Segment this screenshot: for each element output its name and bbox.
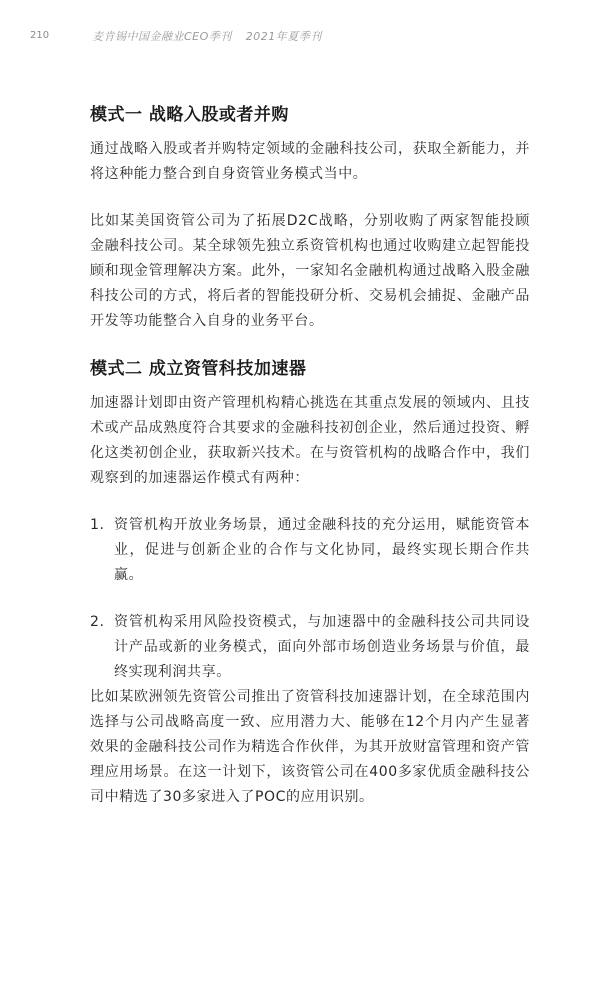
section-heading-mode-two: 模式二 成立资管科技加速器 [90,359,307,379]
publication-title: 麦肯锡中国金融业CEO季刊 [92,30,232,43]
list-item [90,513,530,588]
issue-label: 2021年夏季刊 [245,30,322,43]
list-item [90,610,530,685]
numbered-list [90,513,530,685]
paragraph: 通过战略入股或者并购特定领域的金融科技公司，获取全新能力，并将这种能力整合到自身资管业务模式当中。 [90,141,530,182]
page-number: 210 [30,30,50,41]
list-text: 资管机构采用风险投资模式，与加速器中的金融科技公司共同设计产品或新的业务模式，面向外部市场创造业务场景与价值，最终实现利润共享。 [114,614,530,680]
paragraph: 加速器计划即由资产管理机构精心挑选在其重点发展的领域内、且技术或产品成熟度符合其要求的金融科技初创企业，然后通过投资、孵化这类初创企业，获取新兴技术。在与资管机构的战略合作中，我们观察到的加速器运作模式有两种： [90,395,530,486]
article-body [90,102,530,810]
list-text: 资管机构开放业务场景，通过金融科技的充分运用，赋能资管本业，促进与创新企业的合作与文化协同，最终实现长期合作共赢。 [114,517,530,583]
paragraph: 比如某欧洲领先资管公司推出了资管科技加速器计划，在全球范围内选择与公司战略高度一致、应用潜力大、能够在12个月内产生显著效果的金融科技公司作为精选合作伙伴，为其开放财富管理和资产管理应用场景。在这一计划下，该资管公司在400多家优质金融科技公司中精选了30多家进入了POC的应用识别。 [90,689,530,805]
paragraph: 比如某美国资管公司为了拓展D2C战略，分别收购了两家智能投顾金融科技公司。某全球领先独立系资管机构也通过收购建立起智能投顾和现金管理解决方案。此外，一家知名金融机构通过战略入股金融科技公司的方式，将后者的智能投研分析、交易机会捕捉、金融产品开发等功能整合入自身的业务平台。 [90,213,530,329]
list-number: 1. [90,517,105,533]
section-heading-mode-one: 模式一 战略入股或者并购 [90,105,289,125]
running-header [92,28,322,44]
list-number: 2. [90,614,105,630]
